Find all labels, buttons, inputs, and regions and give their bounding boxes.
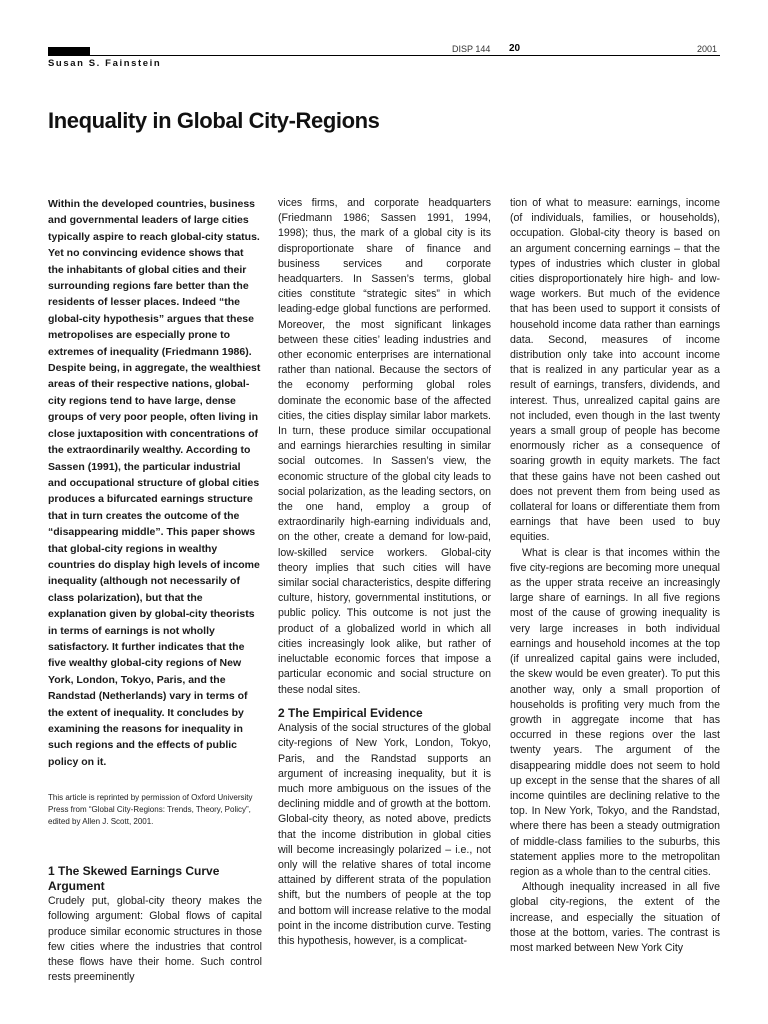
column-3-paragraph-3: Although inequality increased in all five global city-regions, the extent of the increase, and especially the situation of those at the bottom, varies. The contrast is most marked between New York City — [510, 881, 720, 954]
section-1-text: Crudely put, global-city theory makes the following argument: Global flows of capital produce similar economic structures in those few cities where the industries that control these flows have their home. Such control rests preeminently — [48, 895, 262, 984]
abstract: Within the developed countries, business and governmental leaders of large cities typically aspire to reach global-city status. Yet no convincing evidence shows that the inhabitants of global cities and their surrounding regions fare better than the residents of lesser places. Indeed “the global-city hypothesis” argues that these metropolises are especially prone to extremes of inequality (Friedmann 1986). Despite being, in aggregate, the wealthiest areas of their respective nations, global-city regions tend to have large, dense groups of very poor people, often living in close juxtaposition with concentrations of the extraordinarily wealthy. According to Sassen (1991), the particular industrial and occupational structure of global cities produces a bifurcated earnings structure that in turn creates the outcome of the “disappearing middle”. This paper shows that global-city regions in wealthy countries do display high levels of income inequality (although not necessarily of class polarization), but that the explanation given by global-city theorists in terms of earnings is not wholly satisfactory. It further indicates that the five wealthy global-city regions of New York, London, Tokyo, Paris, and the Randstad (Netherlands) vary in terms of the extent of inequality. It concludes by examining the reasons for inequality in such regions and the effects of public policy on it. — [48, 198, 261, 768]
column-3-paragraph-1: tion of what to measure: earnings, income (of individuals, families, or households), occupation. Global-city theory is based on an argument concerning earnings – that the types of industries which cluster in global cities disproportionately hire high- and low-wage workers. But much of the evidence that has been used to support it consists of household income data rather than earnings data. Second, measures of income distribution only take into account income that is realized in any particular year as a result of earnings, transfers, dividends, and interest. Thus, unrealized capital gains are not included, even though in the last twenty years a small group of people has become enormously richer as a consequence of soaring growth in equity markets. The fact that these gains have not been cashed out does not prevent them from being used as collateral for loans or differentiate them from earnings that have been used to buy equities. — [510, 197, 720, 544]
reprint-note: This article is reprinted by permission of Oxford University Press from “Global City-Regions: Trends, Theory, Policy”, edited by Allen J. Scott, 2001. — [48, 793, 253, 827]
author-name: Susan S. Fainstein — [48, 58, 162, 69]
journal-label: DISP 144 — [452, 44, 491, 54]
column-2 — [278, 196, 491, 1024]
year-label: 2001 — [697, 44, 718, 54]
header-rule-block — [48, 47, 90, 56]
column-1 — [48, 196, 262, 1024]
column-2-text: vices firms, and corporate headquarters (Friedmann 1986; Sassen 1991, 1994, 1998); thus, the mark of a global city is its disproportionate share of finance and business services and corporate headquarters. In Sassen’s terms, global cities constitute “strategic sites” in which leading-edge global functions are performed. Moreover, the most significant linkages between these cities’ leading industries and other economic enterprises are international rather than national. Because the sectors of the economy performing global roles dominate the economic base of the affected cities, the cities display similar labor markets. In turn, these produce similar occupational and earnings hierarchies resulting in similar social outcomes. In Sassen’s view, the economic structure of the global city leads to social polarization, as the leading sectors, on the one hand, employ a group of extraordinarily high-earning individuals and, on the other, create a demand for low-paid, low-skilled service workers. Global-city theory implies that such cities will have similar social characteristics, despite differing culture, history, governmental institutions, or public policy. This outcome is not just the product of a globalized world in which all cities increasingly look alike, but rather of ineluctable economic forces that impose a particular economic and social structure on these nodal sites. — [278, 197, 491, 696]
column-3-paragraph-2: What is clear is that incomes within the five city-regions are becoming more unequal as the upper strata receive an increasingly large share of earnings. In all five regions most of the cause of growing inequality is very large increases in both individual earnings and household incomes at the top (if unrealized capital gains were included, the skew would be even greater). To put this another way, only a small proportion of households is profiting very much from the growth in aggregate income that has occurred in these regions over the last twenty years. The argument of the disappearing middle does not seem to hold up except in the sense that the shares of all income quintiles are declining relative to the top. In New York, Tokyo, and the Randstad, where there has been a steady outmigration of middle-class families to the suburbs, this statement applies more to the metropolitan region as a whole than to the central cities. — [510, 546, 720, 878]
page-number: 20 — [509, 43, 521, 54]
header-rule-line — [90, 55, 720, 56]
column-3 — [510, 196, 720, 1024]
section-2-heading: 2 The Empirical Evidence — [278, 705, 423, 720]
section-2-text: Analysis of the social structures of the global city-regions of New York, London, Tokyo, Paris, and the Randstad supports an argument of increasing inequality, but it is much more ambiguous on the issues of the declining middle and of growth at the bottom. Global-city theory, as noted above, predicts that the income distribution in global cities will become increasingly polarized – i.e., not only will the relative shares of total income attained by different strata of the population shift, but the numbers of people at the top and bottom will increase relative to the modal point in the income distribution curve. Testing this hypothesis, however, is a complicat- — [278, 722, 491, 948]
article-title: Inequality in Global City-Regions — [48, 108, 380, 133]
section-1-heading: 1 The Skewed Earnings Curve Argument — [48, 864, 220, 893]
